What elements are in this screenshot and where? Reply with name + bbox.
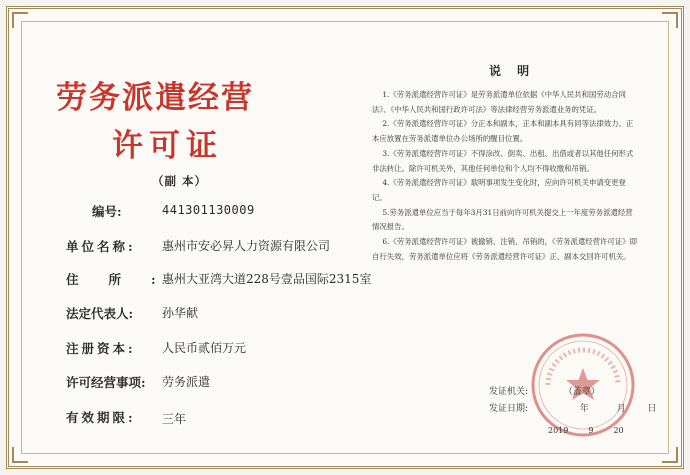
field-label-scope: 许可经营事项: — [66, 375, 146, 390]
note-item: 1.《劳务派遣经营许可证》是劳务派遣单位依据《中华人民共和国劳动合同法》、《中华人民共和国行政许可法》等法律经营劳务派遣业务的凭证。 — [372, 90, 626, 114]
field-label-legal-rep: 法定代表人: — [66, 306, 134, 321]
certificate-title: 劳务派遣经营 — [56, 80, 254, 116]
issuer-stamp-hint: （盖章） — [563, 387, 600, 397]
field-value-validity: 三年 — [162, 412, 187, 426]
field-value-number: 441301130009 — [162, 203, 255, 217]
notes-title: 说 明 — [489, 64, 536, 78]
certificate-title-line2: 许可证 — [112, 128, 223, 164]
field-value-company-name: 惠州市安必昇人力资源有限公司 — [162, 239, 331, 253]
corner-ornament — [12, 12, 28, 28]
note-item: 4.《劳务派遣经营许可证》载明事项发生变化时，应向许可机关申请变更登记。 — [372, 178, 626, 202]
note-item: 5.劳务派遣单位应当于每年3月31日前向许可机关提交上一年度劳务派遣经营情况报告。 — [372, 207, 633, 232]
corner-ornament — [662, 447, 678, 463]
field-value-legal-rep: 孙华献 — [162, 306, 199, 320]
issue-date-year-unit: 年 — [579, 404, 589, 414]
field-value-capital: 人民币贰佰万元 — [162, 341, 247, 355]
field-value-scope: 劳务派遣 — [162, 375, 211, 389]
issuer-label: 发证机关: — [489, 387, 529, 397]
field-label-address: 住所: — [66, 272, 186, 287]
issue-month: 9 — [588, 426, 594, 435]
field-label-capital: 注册资本: — [66, 341, 136, 356]
notes-list — [372, 88, 640, 264]
issuer-line — [489, 384, 600, 397]
issue-date-label: 发证日期: — [489, 404, 529, 414]
note-item: 6.《劳务派遣经营许可证》被撤销、注销、吊销的，《劳务派遣经营许可证》即自行失效，劳务派遣单位应将《劳务派遣经营许可证》正、副本交回许可机关。 — [372, 237, 637, 261]
issue-day: 20 — [613, 426, 624, 435]
field-label-number: 编号: — [92, 204, 122, 219]
field-label-validity: 有效期限: — [66, 410, 136, 425]
field-label-company-name: 单位名称: — [66, 239, 136, 254]
issue-date-line — [489, 401, 656, 414]
copy-type-label: （副 本） — [152, 174, 208, 188]
corner-ornament — [662, 12, 678, 28]
note-item: 2.《劳务派遣经营许可证》分正本和副本，正本和副本具有同等法律效力。正本应放置在劳务派遣单位办公场所的醒目位置。 — [372, 119, 634, 144]
note-item: 3.《劳务派遣经营许可证》不得涂改、倒卖、出租、出借或者以其他任何形式非法转让。除许可机关外，其他任何单位和个人均不得收缴和吊销。 — [372, 148, 634, 173]
issue-date-month-unit: 月 — [616, 404, 626, 414]
issue-date-day-unit: 日 — [647, 404, 657, 414]
corner-ornament — [12, 447, 28, 463]
issue-year: 2019 — [548, 426, 569, 435]
issue-date-values — [548, 426, 624, 435]
field-value-address: 惠州大亚湾大道228号壹品国际2315室 — [162, 272, 372, 286]
